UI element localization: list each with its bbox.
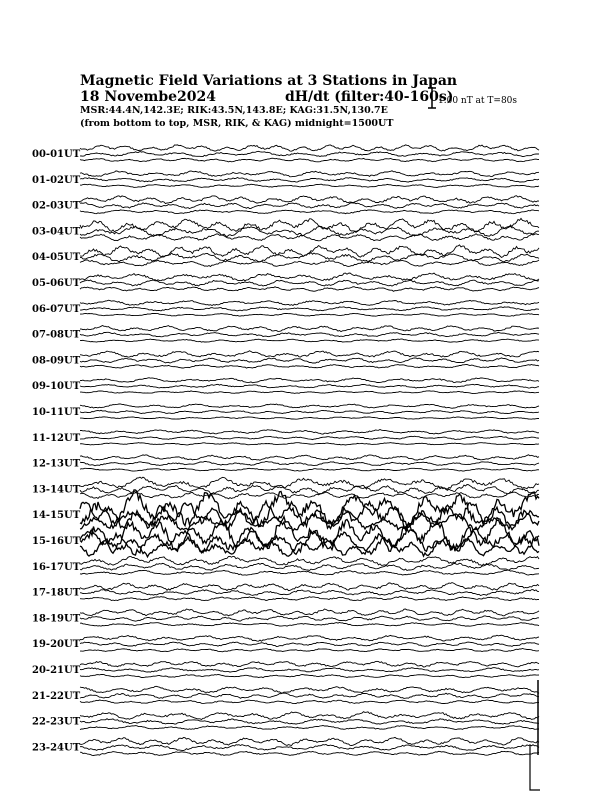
trace-msr-12-13ut <box>80 468 539 471</box>
trace-msr-15-16ut <box>80 537 539 557</box>
trace-rik-09-10ut <box>80 384 539 388</box>
trace-msr-22-23ut <box>80 726 539 730</box>
trace-rik-08-09ut <box>80 358 539 363</box>
row-label: 11-12UT <box>32 432 81 444</box>
trace-msr-07-08ut <box>80 339 539 342</box>
trace-rik-12-13ut <box>80 462 539 466</box>
trace-kag-23-24ut <box>80 737 539 745</box>
row-label: 03-04UT <box>32 226 81 238</box>
trace-msr-23-24ut <box>80 751 539 755</box>
row-label: 01-02UT <box>32 174 81 186</box>
row-label: 19-20UT <box>32 639 81 651</box>
row-label: 04-05UT <box>32 252 81 264</box>
trace-kag-22-23ut <box>80 712 539 720</box>
trace-rik-22-23ut <box>80 719 539 724</box>
trace-msr-21-22ut <box>80 700 539 704</box>
row-label: 23-24UT <box>32 742 81 754</box>
row-label: 09-10UT <box>32 381 81 393</box>
trace-rik-16-17ut <box>80 563 539 570</box>
trace-msr-02-03ut <box>80 210 539 214</box>
trace-kag-04-05ut <box>80 245 539 258</box>
date-label: 18 Novembe2024 <box>80 89 217 105</box>
trace-kag-18-19ut <box>80 609 539 616</box>
trace-kag-21-22ut <box>80 686 539 693</box>
trace-rik-18-19ut <box>80 616 539 621</box>
trace-rik-23-24ut <box>80 745 539 751</box>
trace-rik-10-11ut <box>80 410 539 413</box>
trace-kag-16-17ut <box>80 556 539 565</box>
trace-kag-01-02ut <box>80 171 539 177</box>
trace-kag-05-06ut <box>80 273 539 281</box>
trace-rik-05-06ut <box>80 280 539 286</box>
trace-rik-01-02ut <box>80 178 539 183</box>
trace-rik-07-08ut <box>80 332 539 337</box>
trace-rik-11-12ut <box>80 436 539 439</box>
chart-title: Magnetic Field Variations at 3 Stations in Japan <box>80 73 458 89</box>
row-label: 15-16UT <box>32 536 81 547</box>
trace-rik-20-21ut <box>80 668 539 673</box>
row-label: 16-17UT <box>32 561 81 573</box>
trace-msr-00-01ut <box>80 158 539 162</box>
right-edge-spike <box>530 680 540 790</box>
scale-bar-label: 1.00 nT at T=80s <box>438 96 518 106</box>
trace-msr-11-12ut <box>80 443 539 445</box>
trace-rik-19-20ut <box>80 642 539 646</box>
trace-msr-09-10ut <box>80 391 539 394</box>
trace-kag-20-21ut <box>80 661 539 667</box>
row-label: 18-19UT <box>32 613 81 625</box>
trace-rik-21-22ut <box>80 693 539 698</box>
trace-msr-18-19ut <box>80 623 539 627</box>
trace-rik-00-01ut <box>80 151 539 156</box>
row-label: 05-06UT <box>32 278 81 289</box>
trace-msr-08-09ut <box>80 365 539 369</box>
row-label: 17-18UT <box>32 587 81 599</box>
trace-rik-06-07ut <box>80 307 539 311</box>
row-label: 02-03UT <box>32 200 81 212</box>
trace-kag-06-07ut <box>80 300 539 305</box>
trace-kag-00-01ut <box>80 145 539 151</box>
trace-msr-01-02ut <box>80 184 539 187</box>
row-label: 22-23UT <box>32 716 81 728</box>
trace-kag-13-14ut <box>80 477 539 489</box>
trace-msr-13-14ut <box>80 492 539 499</box>
row-label: 00-01UT <box>32 149 81 160</box>
trace-kag-10-11ut <box>80 404 539 408</box>
trace-msr-19-20ut <box>80 649 539 652</box>
trace-kag-19-20ut <box>80 635 539 641</box>
trace-rows <box>32 145 539 756</box>
trace-msr-04-05ut <box>80 260 539 267</box>
trace-kag-08-09ut <box>80 351 539 357</box>
trace-msr-10-11ut <box>80 417 539 419</box>
row-label: 07-08UT <box>32 329 81 341</box>
quantity-label: dH/dt (filter:40-160s) <box>285 89 454 105</box>
row-label: 20-21UT <box>32 665 81 676</box>
trace-kag-12-13ut <box>80 455 539 461</box>
row-label: 08-09UT <box>32 355 81 367</box>
trace-kag-11-12ut <box>80 430 539 435</box>
trace-kag-17-18ut <box>80 583 539 591</box>
trace-kag-14-15ut <box>80 490 539 529</box>
trace-msr-17-18ut <box>80 597 539 601</box>
trace-msr-06-07ut <box>80 313 539 316</box>
trace-kag-03-04ut <box>80 218 539 232</box>
row-label: 14-15UT <box>32 510 81 522</box>
trace-msr-05-06ut <box>80 287 539 292</box>
order-line: (from bottom to top, MSR, RIK, & KAG) midnight=1500UT <box>80 118 394 129</box>
stations-line: MSR:44.4N,142.3E; RIK:43.5N,143.8E; KAG:31.5N,130.7E <box>80 105 388 116</box>
trace-msr-20-21ut <box>80 674 539 677</box>
trace-kag-07-08ut <box>80 326 539 332</box>
row-label: 12-13UT <box>32 458 81 470</box>
trace-rik-17-18ut <box>80 590 539 596</box>
row-label: 06-07UT <box>32 303 81 315</box>
trace-rik-13-14ut <box>80 485 539 495</box>
row-label: 13-14UT <box>32 484 81 496</box>
trace-kag-09-10ut <box>80 378 539 383</box>
row-label: 10-11UT <box>32 407 81 418</box>
trace-kag-02-03ut <box>80 196 539 204</box>
row-label: 21-22UT <box>32 690 81 702</box>
